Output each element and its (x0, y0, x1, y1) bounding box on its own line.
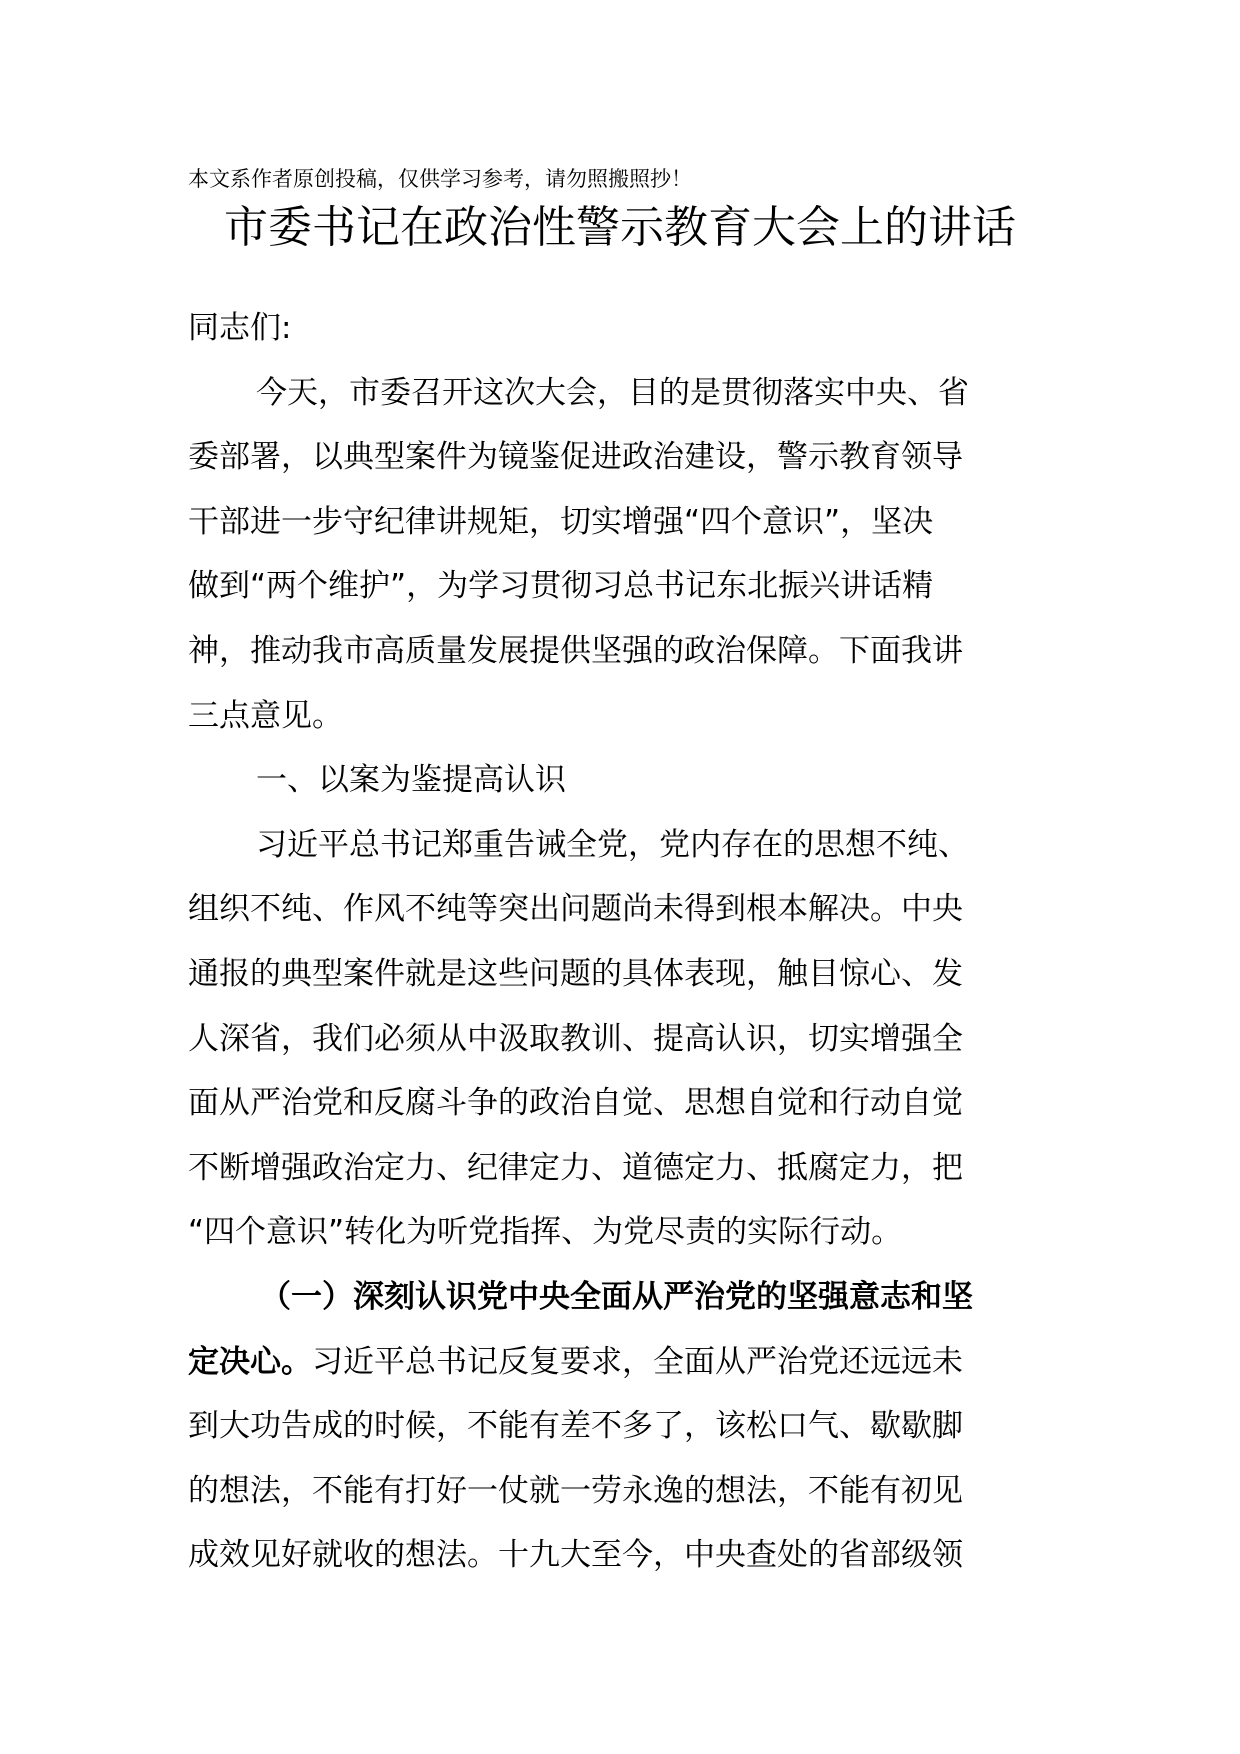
document-title: 市委书记在政治性警示教育大会上的讲话 (224, 202, 1016, 253)
paragraph-line: 通报的典型案件就是这些问题的具体表现，触目惊心、发 (188, 955, 963, 992)
paragraph-line: 委部署，以典型案件为镜鉴促进政治建设，警示教育领导 (188, 439, 963, 476)
paragraph-line (188, 1330, 1056, 1395)
paragraph-line: 今天，市委召开这次大会，目的是贯彻落实中央、省 (256, 374, 969, 411)
subheading-text: （一）深刻认识党中央全面从严治党的坚强意志和坚 (260, 1278, 973, 1315)
paragraph-line: 的想法，不能有打好一仗就一劳永逸的想法，不能有初见 (188, 1472, 963, 1509)
document-body (188, 296, 1056, 1588)
section-heading: 一、以案为鉴提高认识 (256, 762, 566, 799)
subheading-line (188, 1265, 1056, 1330)
paragraph-line: 神，推动我市高质量发展提供坚强的政治保障。下面我讲 (188, 632, 963, 669)
paragraph-line: 做到“两个维护”，为学习贯彻习总书记东北振兴讲话精 (188, 568, 934, 605)
paragraph-line: 成效见好就收的想法。十九大至今，中央查处的省部级领 (188, 1537, 963, 1574)
paragraph-line: “四个意识”转化为听党指挥、为党尽责的实际行动。 (188, 1214, 903, 1251)
paragraph-text: 习近平总书记反复要求，全面从严治党还远远未 (312, 1343, 963, 1380)
paragraph-line: 组织不纯、作风不纯等突出问题尚未得到根本解决。中央 (188, 891, 963, 928)
paragraph-line: 干部进一步守纪律讲规矩，切实增强“四个意识”，坚决 (188, 503, 934, 540)
paragraph-line: 习近平总书记郑重告诫全党，党内存在的思想不纯、 (256, 826, 969, 863)
salutation: 同志们: (188, 310, 292, 346)
paragraph-line: 到大功告成的时候，不能有差不多了，该松口气、歇歇脚 (188, 1408, 963, 1445)
copyright-notice: 本文系作者原创投稿，仅供学习参考，请勿照搬照抄！ (188, 167, 692, 191)
subheading-text: 定决心。 (188, 1343, 312, 1380)
paragraph-line: 不断增强政治定力、纪律定力、道德定力、抵腐定力，把 (188, 1149, 963, 1186)
paragraph-line: 面从严治党和反腐斗争的政治自觉、思想自觉和行动自觉 (188, 1085, 963, 1122)
paragraph-line: 人深省，我们必须从中汲取教训、提高认识，切实增强全 (188, 1020, 963, 1057)
paragraph-line: 三点意见。 (188, 697, 343, 734)
